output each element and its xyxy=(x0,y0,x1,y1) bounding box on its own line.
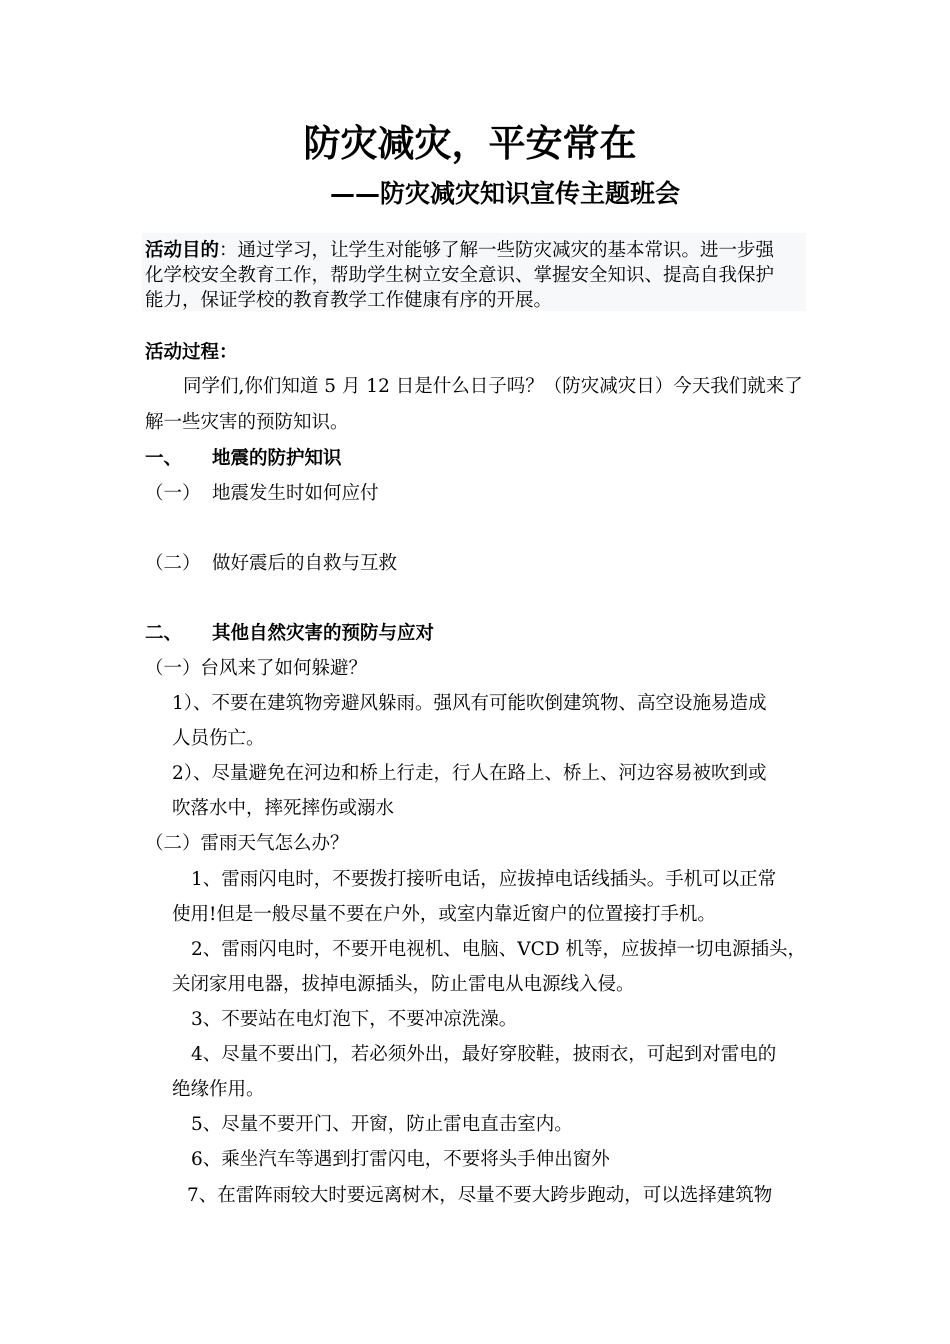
purpose-line-2: 化学校安全教育工作，帮助学生树立安全意识、掌握安全知识、提高自我保护 xyxy=(145,265,775,286)
section-1-title: 地震的防护知识 xyxy=(212,448,342,469)
thunder-line: 1、雷雨闪电时，不要拨打接听电话，应拔掉电话线插头。手机可以正常 xyxy=(191,869,777,890)
purpose-line-1: 活动目的：通过学习，让学生对能够了解一些防灾减灾的基本常识。进一步强 xyxy=(145,240,775,261)
process-intro-line-2: 解一些灾害的预防知识。 xyxy=(145,412,349,433)
process-label: 活动过程： xyxy=(145,342,238,363)
thunder-line: 4、尽量不要出门，若必须外出，最好穿胶鞋，披雨衣，可起到对雷电的 xyxy=(191,1044,777,1065)
thunder-line: 3、不要站在电灯泡下，不要冲凉洗澡。 xyxy=(191,1009,518,1030)
purpose-line-3: 能力，保证学校的教育教学工作健康有序的开展。 xyxy=(145,290,553,311)
document-title: 防灾减灾，平安常在 xyxy=(303,121,637,165)
section-1-number: 一、 xyxy=(145,448,183,469)
section-2-number: 二、 xyxy=(145,623,183,644)
typhoon-line: 1）、不要在建筑物旁避风躲雨。强风有可能吹倒建筑物、高空设施易造成 xyxy=(172,693,767,714)
process-intro-line-1: 同学们,你们知道 5 月 12 日是什么日子吗？（防灾减灾日）今天我们就来了 xyxy=(183,376,803,397)
typhoon-line: 人员伤亡。 xyxy=(172,728,265,749)
document-subtitle: ——防灾减灾知识宣传主题班会 xyxy=(330,179,681,208)
typhoon-line: 2）、尽量避免在河边和桥上行走，行人在路上、桥上、河边容易被吹到或 xyxy=(172,763,767,784)
thunder-line: 5、尽量不要开门、开窗，防止雷电直击室内。 xyxy=(191,1114,573,1135)
thunder-line: 绝缘作用。 xyxy=(172,1079,265,1100)
typhoon-heading: （一）台风来了如何躲避？ xyxy=(145,658,368,679)
thunder-line: 使用!但是一般尽量不要在户外，或室内靠近窗户的位置接打手机。 xyxy=(172,904,716,925)
section-2-title: 其他自然灾害的预防与应对 xyxy=(212,623,435,644)
section-1-sub-1-number: （一） xyxy=(145,483,201,504)
section-1-sub-2-number: （二） xyxy=(145,553,201,574)
section-1-sub-2-text: 做好震后的自救与互救 xyxy=(212,553,398,574)
thunder-line: 7、在雷阵雨较大时要远离树木，尽量不要大跨步跑动，可以选择建筑物 xyxy=(187,1185,773,1206)
thunder-line: 2、雷雨闪电时，不要开电视机、电脑、VCD 机等，应拔掉一切电源插头， xyxy=(191,939,807,960)
thunder-heading: （二）雷雨天气怎么办？ xyxy=(145,833,349,854)
thunder-line: 关闭家用电器，拔掉电源插头，防止雷电从电源线入侵。 xyxy=(172,974,635,995)
purpose-label: 活动目的 xyxy=(145,240,220,261)
thunder-line: 6、乘坐汽车等遇到打雷闪电，不要将头手伸出窗外 xyxy=(191,1149,610,1170)
section-1-sub-1-text: 地震发生时如何应付 xyxy=(212,483,379,504)
typhoon-line: 吹落水中，摔死摔伤或溺水 xyxy=(172,798,395,819)
